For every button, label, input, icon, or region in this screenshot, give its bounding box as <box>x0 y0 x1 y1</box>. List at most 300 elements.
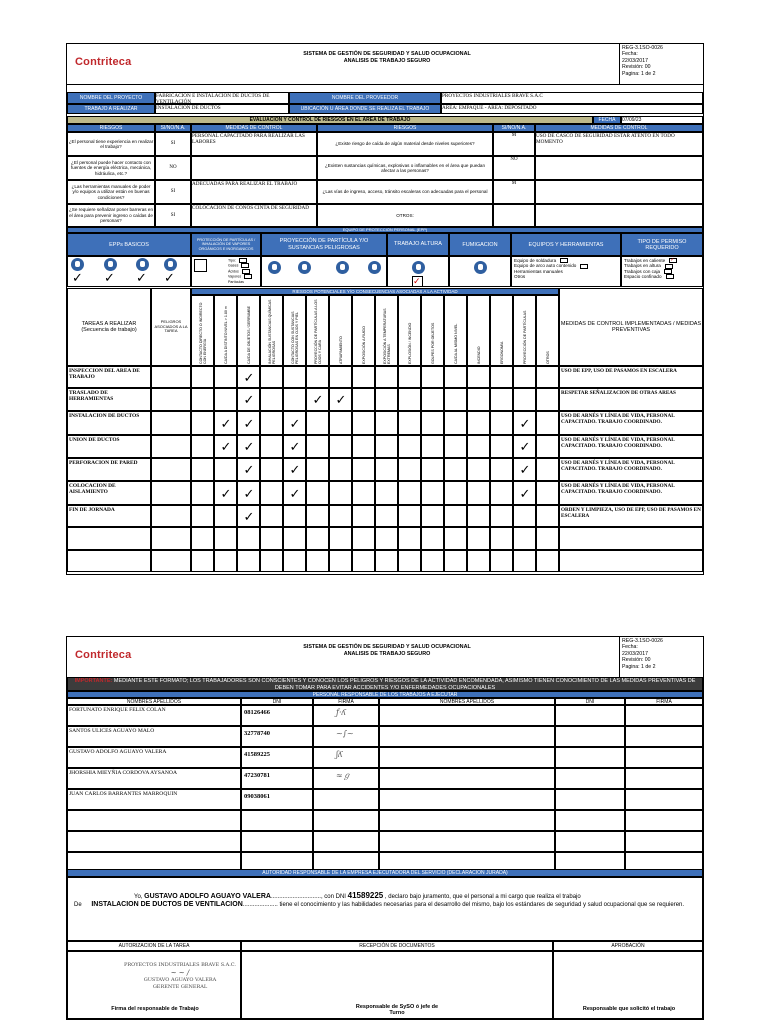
risk-cell[interactable] <box>467 388 490 411</box>
risk-cell[interactable] <box>398 435 421 458</box>
epp-title: EQUIPO DE PROTECCIÓN PERSONAL (EPP) <box>67 227 703 233</box>
risk-cell[interactable] <box>513 527 536 550</box>
control-header-2: MEDIDAS DE CONTROL <box>535 124 703 132</box>
risk-answer: SI <box>155 180 191 204</box>
respirator-checkbox[interactable] <box>244 274 252 279</box>
risk-cell[interactable] <box>237 505 260 527</box>
permit-checkbox[interactable]: ✓ <box>669 258 677 263</box>
associated-hazards-header: PELIGROS ASOCIADOS A LA TAREA <box>151 288 191 366</box>
worker-signature-2 <box>625 831 703 852</box>
permit-items <box>624 258 677 279</box>
risk-cell[interactable] <box>375 527 398 550</box>
gloves-icon <box>164 258 177 271</box>
control-measure-text: USO DE ARNÉS Y LÍNEA DE VIDA, PERSONAL CAPACITADO. TRABAJO COORDINADO. <box>559 435 703 458</box>
worker-name-2 <box>379 705 555 726</box>
risk-cell[interactable] <box>214 505 237 527</box>
risk-cell[interactable] <box>467 366 490 388</box>
risk-cell[interactable] <box>421 388 444 411</box>
important-notice <box>67 677 703 691</box>
meta-code: REG-3.1SO-0026 <box>622 45 663 51</box>
risk-cell[interactable] <box>283 411 306 435</box>
stamp-signature: ~ ~ / <box>170 969 190 977</box>
risk-cell[interactable] <box>375 388 398 411</box>
risk-cell[interactable] <box>421 366 444 388</box>
control-measures-header: MEDIDAS DE CONTROL IMPLEMENTADAS / MEDIDAS PREVENTIVAS <box>559 288 703 366</box>
risk-column-header <box>536 295 559 366</box>
helmet-icon <box>71 258 84 271</box>
risk-cell[interactable] <box>536 505 559 527</box>
worker-name: FORTUNATO ENRIQUE FELIX COLAN <box>67 705 241 726</box>
declaration-line-1 <box>74 892 696 901</box>
risk-cell[interactable] <box>329 481 352 505</box>
worker-name: JHORSHIA MIEYÑIA CORDOVA AYSANOA <box>67 768 241 789</box>
risk-cell[interactable] <box>191 481 214 505</box>
risk-cell[interactable] <box>283 435 306 458</box>
page-header <box>67 44 703 85</box>
risk-column-label: EXPLOSIÓN / INCENDIO <box>407 322 412 364</box>
worker-dni: 32778740 <box>241 726 313 747</box>
title-line-1: SISTEMA DE GESTIÓN DE SEGURIDAD Y SALUD OCUPACIONAL <box>303 644 471 650</box>
risk-cell[interactable] <box>191 550 214 572</box>
task-name: FIN DE JORNADA <box>67 505 151 527</box>
risk-cell[interactable] <box>237 366 260 388</box>
risk-answer: M <box>493 180 535 204</box>
risk-cell[interactable] <box>375 550 398 572</box>
risk-cell[interactable] <box>283 550 306 572</box>
worker-name-2 <box>379 747 555 768</box>
equipment-item <box>514 274 588 279</box>
fumigation-icon <box>474 261 487 274</box>
risk-cell[interactable] <box>283 505 306 527</box>
task-authorization-header: AUTORIZACION DE LA TAREA <box>67 941 241 951</box>
risk-cell[interactable] <box>283 458 306 481</box>
declaration-dots-2: ..................... <box>242 902 278 908</box>
check-mark-icon: ✓ <box>243 440 255 455</box>
risk-column-header <box>490 295 513 366</box>
document-title <box>217 51 557 65</box>
respirator-checkbox[interactable] <box>241 263 249 268</box>
risk-cell[interactable] <box>398 527 421 550</box>
meta-date-label: Fecha: <box>622 644 638 651</box>
risk-cell[interactable] <box>490 411 513 435</box>
risk-cell[interactable] <box>536 388 559 411</box>
risk-column-header <box>513 295 536 366</box>
risk-cell[interactable] <box>329 366 352 388</box>
risk-cell[interactable] <box>306 550 329 572</box>
risk-cell[interactable] <box>536 411 559 435</box>
declaration-dots: .............................., <box>270 894 323 900</box>
risk-cell[interactable] <box>398 481 421 505</box>
epp-respiratory-header: PROTECCIÓN DE PARTÍCULAS / INHALACIÓN DE VAPORES ORGÁNICOS E INORGANICOS <box>191 233 261 256</box>
risk-cell[interactable] <box>214 458 237 481</box>
risk-cell[interactable] <box>214 435 237 458</box>
risk-cell[interactable] <box>444 550 467 572</box>
meta-date: 22/03/2017 <box>622 57 648 64</box>
stamp-company: PROYECTOS INDUSTRIALES BRAVE S.A.C. <box>123 962 237 968</box>
worker-signature-2 <box>625 726 703 747</box>
risk-answer: SI <box>155 132 191 156</box>
risk-cell[interactable] <box>306 435 329 458</box>
control-header: MEDIDAS DE CONTROL <box>191 124 317 132</box>
risk-cell[interactable] <box>237 435 260 458</box>
notice-lead: IMPORTANTE: <box>74 678 113 684</box>
risk-answer: NO <box>155 156 191 180</box>
risk-cell[interactable] <box>306 505 329 527</box>
risk-cell[interactable] <box>536 458 559 481</box>
risk-cell[interactable] <box>375 366 398 388</box>
risk-cell[interactable] <box>214 388 237 411</box>
risk-cell[interactable] <box>490 388 513 411</box>
dni-header: DNI <box>241 698 313 705</box>
risk-column-header <box>444 295 467 366</box>
risk-column-label: CAÍDA AL MISMO NIVEL <box>453 323 458 364</box>
risk-cell[interactable] <box>490 366 513 388</box>
equipment-list <box>511 256 621 287</box>
check-mark-icon: ✓ <box>289 416 301 432</box>
check-mark-icon: ✓ <box>289 440 301 455</box>
risk-column-header <box>421 295 444 366</box>
risk-cell[interactable] <box>306 481 329 505</box>
equipment-label: Herramientas manuales <box>514 268 563 274</box>
risk-column-label: GOLPES POR OBJETOS <box>430 322 435 364</box>
risk-matrix-title: RIESGOS POTENCIALES Y/O CONSECUENCIAS ASOCIADAS A LA ACTIVIDAD <box>191 288 559 295</box>
risk-cell[interactable] <box>260 550 283 572</box>
risk-cell[interactable] <box>352 458 375 481</box>
risk-answer <box>493 204 535 227</box>
check-mark-icon: ✓ <box>519 440 531 455</box>
task-name <box>67 527 151 550</box>
risk-cell[interactable] <box>467 458 490 481</box>
risk-column-label: EXPOSICIÓN A RUIDO <box>361 326 366 364</box>
equipment-items <box>514 258 588 279</box>
risk-cell[interactable] <box>237 411 260 435</box>
risk-cell[interactable] <box>352 481 375 505</box>
risk-cell[interactable] <box>490 505 513 527</box>
risk-cell[interactable] <box>513 458 536 481</box>
risk-cell[interactable] <box>467 435 490 458</box>
check-mark-icon: ✓ <box>220 416 232 432</box>
risk-column-label: INCENDIO <box>476 346 481 364</box>
worker-signature <box>313 810 379 831</box>
epp-height-header: TRABAJO ALTURA <box>387 233 449 256</box>
worker-dni-2 <box>555 747 625 768</box>
risk-cell[interactable] <box>513 366 536 388</box>
risk-cell[interactable] <box>237 458 260 481</box>
risk-cell[interactable] <box>283 366 306 388</box>
risk-cell[interactable] <box>191 411 214 435</box>
worker-name-2 <box>379 810 555 831</box>
handwritten-signature: ≈ℊ <box>336 771 351 780</box>
control-measure-text: ORDEN Y LIMPIEZA, USO DE EPP, USO DE PASAMOS EN ESCALERA <box>559 505 703 527</box>
risk-cell[interactable] <box>375 481 398 505</box>
risk-answer: M <box>493 132 535 156</box>
task-hazards <box>151 481 191 505</box>
risk-cell[interactable] <box>191 388 214 411</box>
worker-dni: 47230781 <box>241 768 313 789</box>
declaration-name: GUSTAVO ADOLFO AGUAYO VALERA <box>144 893 271 900</box>
dni-header-2: DNI <box>555 698 625 705</box>
risk-column-label: CAÍDA DE OBJETOS / DERRUMBE <box>246 305 251 364</box>
risk-cell[interactable] <box>283 481 306 505</box>
meta-revision: Revisión: 00 <box>622 657 651 664</box>
respirator-checkbox[interactable] <box>242 269 250 274</box>
risk-cell[interactable] <box>352 505 375 527</box>
risk-cell[interactable] <box>306 411 329 435</box>
risk-cell[interactable] <box>421 505 444 527</box>
risk-cell[interactable] <box>444 411 467 435</box>
signature-header: FIRMA <box>313 698 379 705</box>
respirator-type-label: Partículas <box>228 279 244 284</box>
risk-cell[interactable] <box>214 550 237 572</box>
permit-item <box>624 274 677 279</box>
risk-cell[interactable] <box>444 505 467 527</box>
risk-column-label: PROYECCIÓN DE PARTÍCULAS <box>522 310 527 364</box>
risk-cell[interactable] <box>260 481 283 505</box>
meta-page: Pagina: 1 de 2 <box>622 70 656 77</box>
title-line-2: ANALISIS DE TRABAJO SEGURO <box>343 58 431 64</box>
control-measure <box>535 180 703 204</box>
risk-cell[interactable] <box>467 550 490 572</box>
risk-cell[interactable] <box>398 411 421 435</box>
risk-cell[interactable] <box>444 527 467 550</box>
risk-cell[interactable] <box>375 435 398 458</box>
worker-signature <box>313 726 379 747</box>
risk-cell[interactable] <box>398 366 421 388</box>
risk-cell[interactable] <box>467 505 490 527</box>
risk-cell[interactable] <box>444 435 467 458</box>
respirator-type-label: Gases <box>228 263 239 268</box>
handwritten-signature: ƒ·ʎ <box>336 708 347 717</box>
requester-signature-label: Responsable que solicitó el trabajo <box>582 1006 676 1012</box>
risk-cell[interactable] <box>352 366 375 388</box>
risk-cell[interactable] <box>260 411 283 435</box>
permit-label: Trabajos con caja <box>624 268 661 274</box>
declaration-dni-label: con DNI <box>324 894 346 900</box>
risk-cell[interactable] <box>513 435 536 458</box>
risk-column-header <box>260 295 283 366</box>
permit-checkbox[interactable] <box>666 274 674 279</box>
risk-cell[interactable] <box>421 435 444 458</box>
worker-dni: 08126466 <box>241 705 313 726</box>
risk-cell[interactable] <box>444 366 467 388</box>
risk-cell[interactable] <box>444 458 467 481</box>
risk-cell[interactable] <box>490 435 513 458</box>
risk-cell[interactable] <box>375 458 398 481</box>
check-mark-icon: ✓ <box>289 463 301 478</box>
risk-cell[interactable] <box>260 435 283 458</box>
risk-cell[interactable] <box>260 458 283 481</box>
task-name: TRASLADO DE HERRAMIENTAS <box>67 388 151 411</box>
risk-cell[interactable] <box>398 388 421 411</box>
worker-name: SANTOS ULICES AGUAYO MALO <box>67 726 241 747</box>
worker-signature <box>313 705 379 726</box>
risk-cell[interactable] <box>490 550 513 572</box>
risk-column-header <box>191 295 214 366</box>
risk-header-2: RIESGOS <box>317 124 493 132</box>
height-icons <box>387 256 449 287</box>
worker-name-2 <box>379 789 555 810</box>
risk-column-header <box>283 295 306 366</box>
check-mark-icon: ✓ <box>243 486 255 502</box>
control-measure-text: USO DE ARNÉS Y LÍNEA DE VIDA, PERSONAL CAPACITADO. TRABAJO COORDINADO. <box>559 458 703 481</box>
ats-page-2 <box>66 636 704 1020</box>
risk-cell[interactable] <box>490 527 513 550</box>
risk-cell[interactable] <box>536 550 559 572</box>
worker-dni-2 <box>555 726 625 747</box>
risk-cell[interactable] <box>329 388 352 411</box>
risk-cell[interactable] <box>398 550 421 572</box>
risk-cell[interactable] <box>329 411 352 435</box>
check-mark-icon: ✓ <box>335 393 347 408</box>
risk-question: ¿El personal puede hacer contacto con fuentes de energía eléctrica, mecánica, hidráulica, etc.? <box>67 156 155 180</box>
respirator-checkbox[interactable] <box>239 258 247 263</box>
control-measure: PERSONAL CAPACITADO PARA REALIZAR LAS LABORES <box>191 132 317 156</box>
risk-cell[interactable] <box>214 411 237 435</box>
task-hazards <box>151 527 191 550</box>
task-hazards <box>151 550 191 572</box>
risk-cell[interactable] <box>398 458 421 481</box>
risk-cell[interactable] <box>214 366 237 388</box>
risk-cell[interactable] <box>513 411 536 435</box>
task-name: UNION DE DUCTOS <box>67 435 151 458</box>
risk-cell[interactable] <box>375 505 398 527</box>
risk-cell[interactable] <box>490 458 513 481</box>
risk-cell[interactable] <box>191 505 214 527</box>
worker-dni: 09038061 <box>241 789 313 810</box>
risk-cell[interactable] <box>352 527 375 550</box>
risk-answer: NO <box>493 156 535 180</box>
risk-cell[interactable] <box>467 527 490 550</box>
notice-text: MEDIANTE ESTE FORMATO; LOS TRABAJADORES SON CONSCIENTES Y CONOCEN LOS PELIGROS Y RIESGOS DE LA ACTIVIDAD ENCOMENDADA, ASIMISMO TIENEN CONOCIMIENTO DE LAS MEDIDAS PREVENTIVAS DE DEBEN TOMAR PARA EVITAR ACCIDENTES Y/O ENFERMEDADES OCUPACIONALES <box>113 678 696 691</box>
risk-cell[interactable] <box>513 481 536 505</box>
risk-column-label: EXPOSICIÓN A TEMPERATURAS EXTREMAS <box>382 308 391 364</box>
worker-dni <box>241 831 313 852</box>
risk-answer: SI <box>155 204 191 227</box>
risk-cell[interactable] <box>329 505 352 527</box>
risk-cell[interactable] <box>329 435 352 458</box>
risk-cell[interactable] <box>237 527 260 550</box>
check-mark-icon: ✓ <box>312 393 324 408</box>
control-measure-text: USO DE EPP, USO DE PASAMOS EN ESCALERA <box>559 366 703 388</box>
risk-cell[interactable] <box>467 411 490 435</box>
risk-cell[interactable] <box>329 550 352 572</box>
risk-cell[interactable] <box>191 527 214 550</box>
risk-cell[interactable] <box>237 550 260 572</box>
risk-cell[interactable] <box>329 458 352 481</box>
worker-dni-2 <box>555 831 625 852</box>
risk-cell[interactable] <box>352 435 375 458</box>
risk-cell[interactable] <box>260 527 283 550</box>
date-label: FECHA <box>593 116 621 124</box>
respirator-type-label: Vapores <box>228 274 242 279</box>
risk-cell[interactable] <box>513 550 536 572</box>
risk-cell[interactable] <box>490 481 513 505</box>
risk-cell[interactable] <box>467 481 490 505</box>
risk-cell[interactable] <box>283 527 306 550</box>
equipment-checkbox[interactable] <box>580 264 588 269</box>
risk-cell[interactable] <box>352 388 375 411</box>
risk-cell[interactable] <box>375 411 398 435</box>
declaration-dni: 41589225 <box>347 891 384 900</box>
meta-code: REG-3.1SO-0026 <box>622 638 663 644</box>
harness-checkbox[interactable]: ✓ <box>412 276 423 287</box>
worker-signature <box>313 831 379 852</box>
risk-cell[interactable] <box>260 505 283 527</box>
risk-cell[interactable] <box>306 458 329 481</box>
respirator-options <box>191 256 261 287</box>
risk-cell[interactable] <box>421 481 444 505</box>
risk-cell[interactable] <box>536 435 559 458</box>
control-measure-text: USO DE ARNÉS Y LÍNEA DE VIDA, PERSONAL CAPACITADO. TRABAJO COORDINADO. <box>559 481 703 505</box>
task-hazards <box>151 458 191 481</box>
task-name: COLOCACION DE AISLAMIENTO <box>67 481 151 505</box>
risk-cell[interactable] <box>421 411 444 435</box>
risk-cell[interactable] <box>513 388 536 411</box>
control-measure <box>535 204 703 227</box>
risk-cell[interactable] <box>513 505 536 527</box>
risk-cell[interactable] <box>214 481 237 505</box>
answer-header: SI/NO/N.A. <box>155 124 191 132</box>
check-mark-icon: ✓ <box>220 440 232 455</box>
risk-cell[interactable] <box>444 481 467 505</box>
task-hazards <box>151 411 191 435</box>
epp-projection-header: PROYECCIÓN DE PARTÍCULA Y/O SUSTANCIAS PELIGROSAS <box>261 233 387 256</box>
risk-cell[interactable] <box>329 527 352 550</box>
respirator-type-item <box>228 280 252 285</box>
worker-signature-2 <box>625 810 703 831</box>
risk-cell[interactable] <box>191 366 214 388</box>
risk-cell[interactable] <box>214 527 237 550</box>
stamp-person: GUSTAVO AGUAYO VALERA <box>143 977 217 983</box>
control-measure-text: USO DE ARNÉS Y LÍNEA DE VIDA, PERSONAL CAPACITADO. TRABAJO COORDINADO. <box>559 411 703 435</box>
signature-header-2: FIRMA <box>625 698 703 705</box>
check-mark-icon: ✓ <box>72 271 83 286</box>
risk-cell[interactable] <box>398 505 421 527</box>
risk-cell[interactable] <box>260 388 283 411</box>
evaluation-title: EVALUACION Y CONTROL DE RIESGOS EN EL AREA DE TRABAJO <box>67 116 593 124</box>
permit-checkbox[interactable] <box>665 264 673 269</box>
check-mark-icon: ✓ <box>136 271 147 286</box>
risk-cell[interactable] <box>444 388 467 411</box>
worker-signature <box>313 789 379 810</box>
risk-cell[interactable] <box>283 388 306 411</box>
risk-cell[interactable] <box>536 527 559 550</box>
date-value: 07/09/23 <box>621 116 703 124</box>
work-value: INSTALACION DE DUCTOS <box>155 104 289 114</box>
risk-question: ¿Las herramientas manuales de poder y/o equipos a utilizar están en buenas condiciones? <box>67 180 155 204</box>
meta-date-label: Fecha: <box>622 51 638 58</box>
risk-cell[interactable] <box>260 366 283 388</box>
risk-cell[interactable] <box>352 411 375 435</box>
risk-cell[interactable] <box>536 366 559 388</box>
risk-cell[interactable] <box>191 458 214 481</box>
risk-cell[interactable] <box>191 435 214 458</box>
apron-icon <box>336 261 349 274</box>
risk-cell[interactable] <box>237 388 260 411</box>
risk-cell[interactable] <box>421 550 444 572</box>
approval-header: APROBACIÓN <box>553 941 703 951</box>
risk-cell[interactable] <box>306 527 329 550</box>
risk-cell[interactable] <box>421 458 444 481</box>
risk-cell[interactable] <box>306 388 329 411</box>
risk-cell[interactable] <box>421 527 444 550</box>
risk-cell[interactable] <box>536 481 559 505</box>
risk-cell[interactable] <box>306 366 329 388</box>
title-line-1: SISTEMA DE GESTIÓN DE SEGURIDAD Y SALUD OCUPACIONAL <box>303 51 471 57</box>
risk-cell[interactable] <box>237 481 260 505</box>
risk-cell[interactable] <box>352 550 375 572</box>
authority-title: AUTORIDAD RESPONSABLE DE LA EMPRESA EJECUTADORA DEL SERVICIO (DECLARACION JURADA) <box>67 869 703 877</box>
